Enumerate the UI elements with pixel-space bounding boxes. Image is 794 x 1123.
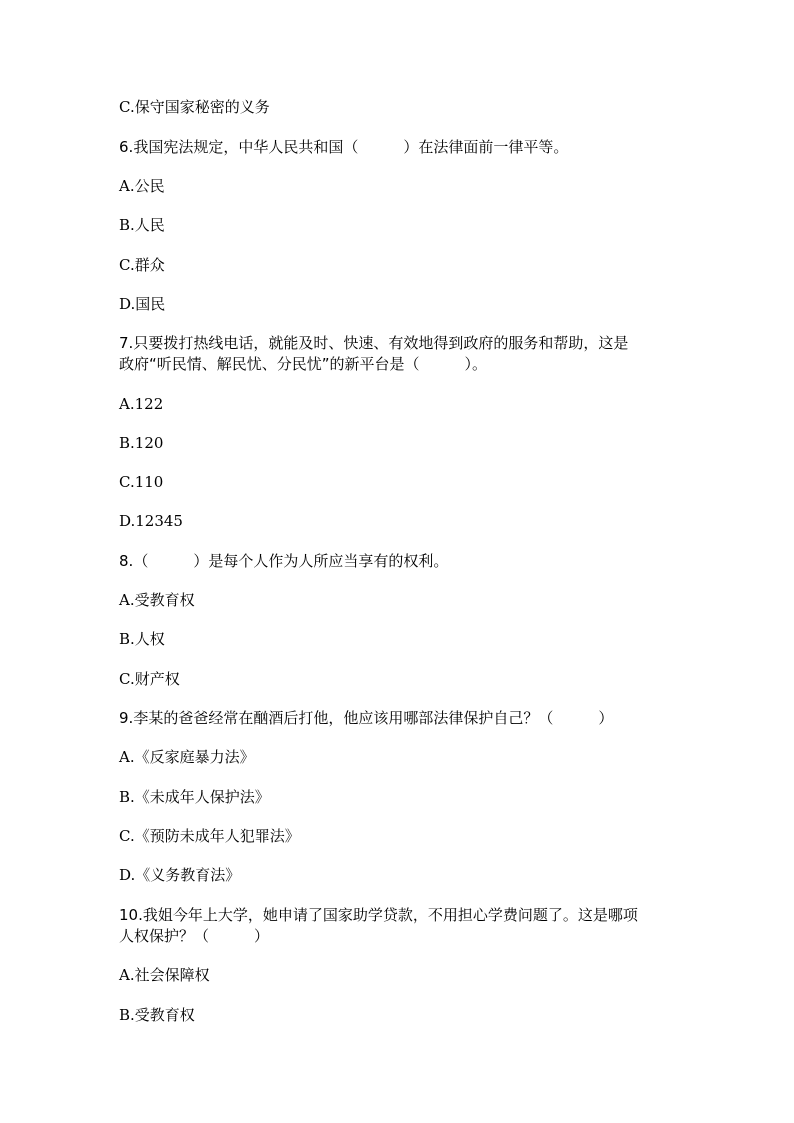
option-text: B.人权 [119, 630, 165, 648]
question-number: 6. [119, 138, 134, 156]
question-10 [119, 905, 638, 925]
option-text: D.国民 [119, 295, 166, 313]
option-9b [119, 787, 270, 807]
question-text: 李某的爸爸经常在酗酒后打他，他应该用哪部法律保护自己？（ ） [133, 709, 614, 727]
option-text: A.122 [119, 395, 164, 413]
option-8b [119, 629, 165, 649]
option-text: B.受教育权 [119, 1006, 195, 1024]
question-8 [119, 551, 448, 571]
question-text: 我国宪法规定，中华人民共和国（ ）在法律面前一律平等。 [133, 138, 569, 156]
option-text: A.公民 [119, 177, 165, 195]
option-9a [119, 747, 255, 767]
option-text: C.《预防未成年人犯罪法》 [119, 827, 300, 845]
question-text: 只要拨打热线电话，就能及时、快速、有效地得到政府的服务和帮助，这是 [133, 334, 629, 352]
question-6 [119, 137, 568, 157]
question-text: （ ）是每个人作为人所应当享有的权利。 [133, 552, 449, 570]
question-number: 9. [119, 709, 134, 727]
option-text: D.《义务教育法》 [119, 866, 241, 884]
question-10-line-2 [119, 926, 269, 946]
option-7b [119, 433, 163, 453]
option-text: A.受教育权 [119, 591, 195, 609]
question-text: 政府“听民情、解民忧、分民忧”的新平台是（ ）。 [119, 355, 488, 373]
option-6b [119, 215, 165, 235]
option-10b [119, 1005, 195, 1025]
option-5c [119, 97, 270, 117]
option-text: A.《反家庭暴力法》 [119, 748, 255, 766]
option-6a [119, 176, 165, 196]
option-7a [119, 394, 163, 414]
option-text: C.110 [119, 473, 164, 491]
option-text: D.12345 [119, 512, 183, 530]
option-7c [119, 472, 163, 492]
option-8c [119, 669, 180, 689]
question-7-line-2 [119, 354, 487, 374]
question-number: 8. [119, 552, 134, 570]
question-number: 7. [119, 334, 134, 352]
question-9 [119, 708, 613, 728]
option-text: A.社会保障权 [119, 966, 210, 984]
option-9d [119, 865, 240, 885]
option-6c [119, 255, 165, 275]
option-text: B.人民 [119, 216, 165, 234]
option-10a [119, 965, 210, 985]
option-text: C.财产权 [119, 670, 180, 688]
option-7d [119, 511, 183, 531]
option-text: C.保守国家秘密的义务 [119, 98, 270, 116]
option-6d [119, 294, 165, 314]
question-number: 10. [119, 906, 143, 924]
option-text: B.《未成年人保护法》 [119, 788, 270, 806]
option-text: C.群众 [119, 256, 165, 274]
question-text: 人权保护？（ ） [119, 927, 270, 945]
question-text: 我姐今年上大学，她申请了国家助学贷款，不用担心学费问题了。这是哪项 [142, 906, 638, 924]
option-8a [119, 590, 195, 610]
option-9c [119, 826, 300, 846]
option-text: B.120 [119, 434, 164, 452]
question-7 [119, 333, 628, 353]
